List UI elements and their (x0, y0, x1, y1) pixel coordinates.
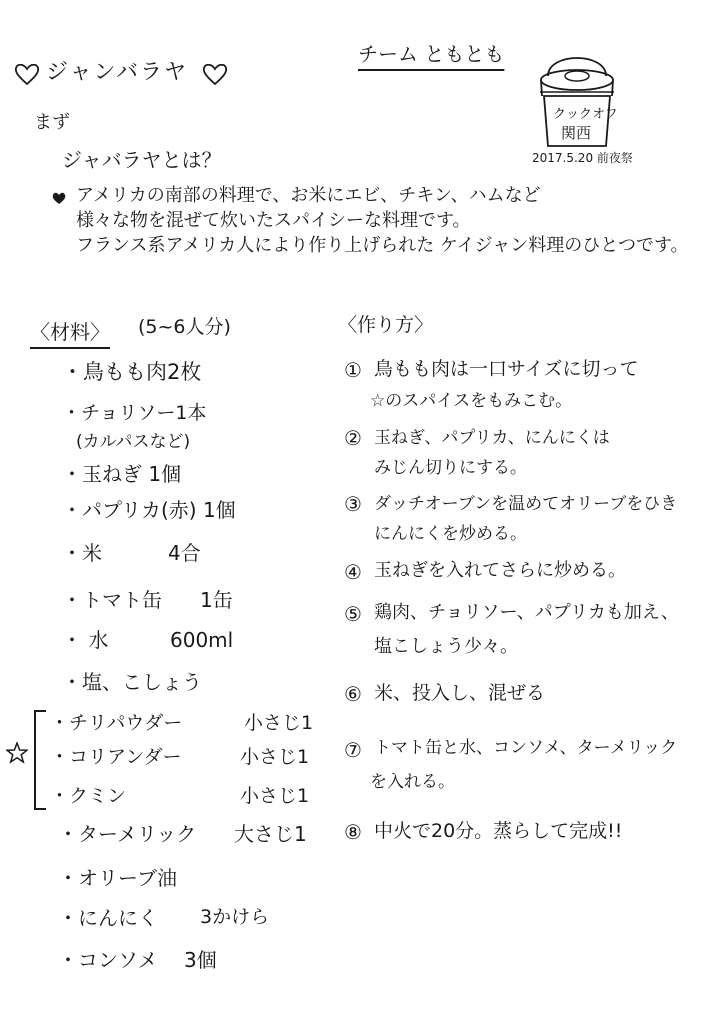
step-text: ☆のスパイスをもみこむ。 (370, 391, 573, 411)
event-date: 2017.5.20 前夜祭 (532, 151, 633, 165)
step-number: ⑤ (344, 602, 362, 626)
ingredient-name: ・トマト缶 (62, 588, 162, 612)
intro-question: ジャバラヤとは？ (62, 148, 222, 172)
step-number: ⑦ (344, 738, 362, 762)
ingredient-name: ・パプリカ(赤) 1個 (62, 498, 236, 522)
heart-bullet-icon (52, 192, 66, 205)
ingredient-amount: 小さじ1 (240, 785, 310, 807)
step-number: ② (344, 426, 362, 450)
ingredient-name: ・チョリソー1本 (62, 402, 207, 424)
ingredient-name: ・ 水 (62, 628, 109, 652)
ingredient-amount: 3個 (184, 948, 217, 972)
ingredient-name: ・玉ねぎ 1個 (62, 462, 182, 486)
ingredient-name: ・鳥もも肉2枚 (62, 360, 202, 384)
intro-line: フランス系アメリカ人により作り上げられた ケイジャン料理のひとつです。 (76, 235, 689, 256)
ingredient-amount: 4合 (168, 541, 201, 565)
ingredient-name: ・塩、こしょう (62, 670, 202, 694)
ingredient-amount: 600ml (170, 628, 234, 652)
step-text: みじん切りにする。 (374, 458, 527, 478)
ingredient-amount: 3かけら (200, 906, 270, 928)
step-text: を入れる。 (370, 772, 455, 792)
ingredient-amount: 1缶 (200, 588, 233, 612)
ingredient-amount: 小さじ1 (240, 746, 310, 768)
ingredient-name: ・ターメリック (58, 822, 197, 846)
ingredient-name: ・コンソメ (58, 948, 158, 972)
step-number: ④ (344, 560, 362, 584)
ingredient-name: ・コリアンダー (50, 746, 182, 768)
heart-icon (14, 62, 40, 86)
team-name: チーム ともとも (358, 42, 505, 66)
heart-icon (202, 62, 228, 86)
step-text: 玉ねぎを入れてさらに炒める。 (374, 560, 626, 581)
step-text: 塩こしょう少々。 (374, 636, 518, 657)
ingredient-amount: 小さじ1 (244, 712, 314, 734)
step-text: トマト缶と水、コンソメ、ターメリック (374, 738, 678, 758)
step-text: 鶏肉、チョリソー、パプリカも加え、 (374, 602, 679, 623)
intro-line: 様々な物を混ぜて炊いたスパイシーな料理です。 (76, 210, 471, 231)
step-number: ⑧ (344, 820, 362, 844)
step-text: にんにくを炒める。 (374, 524, 527, 544)
step-number: ① (344, 358, 362, 382)
step-text: 米、投入し、混ぜる (374, 682, 546, 704)
spice-group-bracket (34, 710, 46, 810)
intro-line: アメリカの南部の料理で、お米にエビ、チキン、ハムなど (76, 185, 541, 206)
ingredients-heading: 〈材料〉 (30, 320, 110, 344)
ingredient-name: ・米 (62, 541, 102, 565)
ingredients-servings: (5~6人分) (138, 316, 231, 338)
ingredient-name: ・クミン (50, 785, 127, 807)
recipe-title: ジャンバラヤ (46, 60, 189, 85)
steps-heading: 〈作り方〉 (338, 314, 434, 336)
ingredient-name: ・にんにく (58, 906, 158, 930)
ingredient-note: (カルパスなど) (76, 432, 191, 452)
step-text: 中火で20分。蒸らして完成!! (374, 820, 623, 842)
step-text: 玉ねぎ、パプリカ、にんにくは (374, 428, 610, 448)
step-number: ③ (344, 492, 362, 516)
intro-lead: まず (34, 112, 70, 133)
step-text: 鳥もも肉は一口サイズに切って (374, 358, 639, 380)
pot-logo-line-2: 関西 (561, 124, 592, 142)
step-number: ⑥ (344, 682, 362, 706)
star-icon (6, 742, 28, 764)
ingredient-name: ・オリーブ油 (58, 866, 177, 890)
step-text: ダッチオーブンを温めてオリーブをひき (374, 494, 678, 514)
ingredient-name: ・チリパウダー (50, 712, 183, 734)
ingredient-amount: 大さじ1 (234, 822, 307, 846)
pot-logo-line-1: クックオフ (553, 107, 618, 122)
